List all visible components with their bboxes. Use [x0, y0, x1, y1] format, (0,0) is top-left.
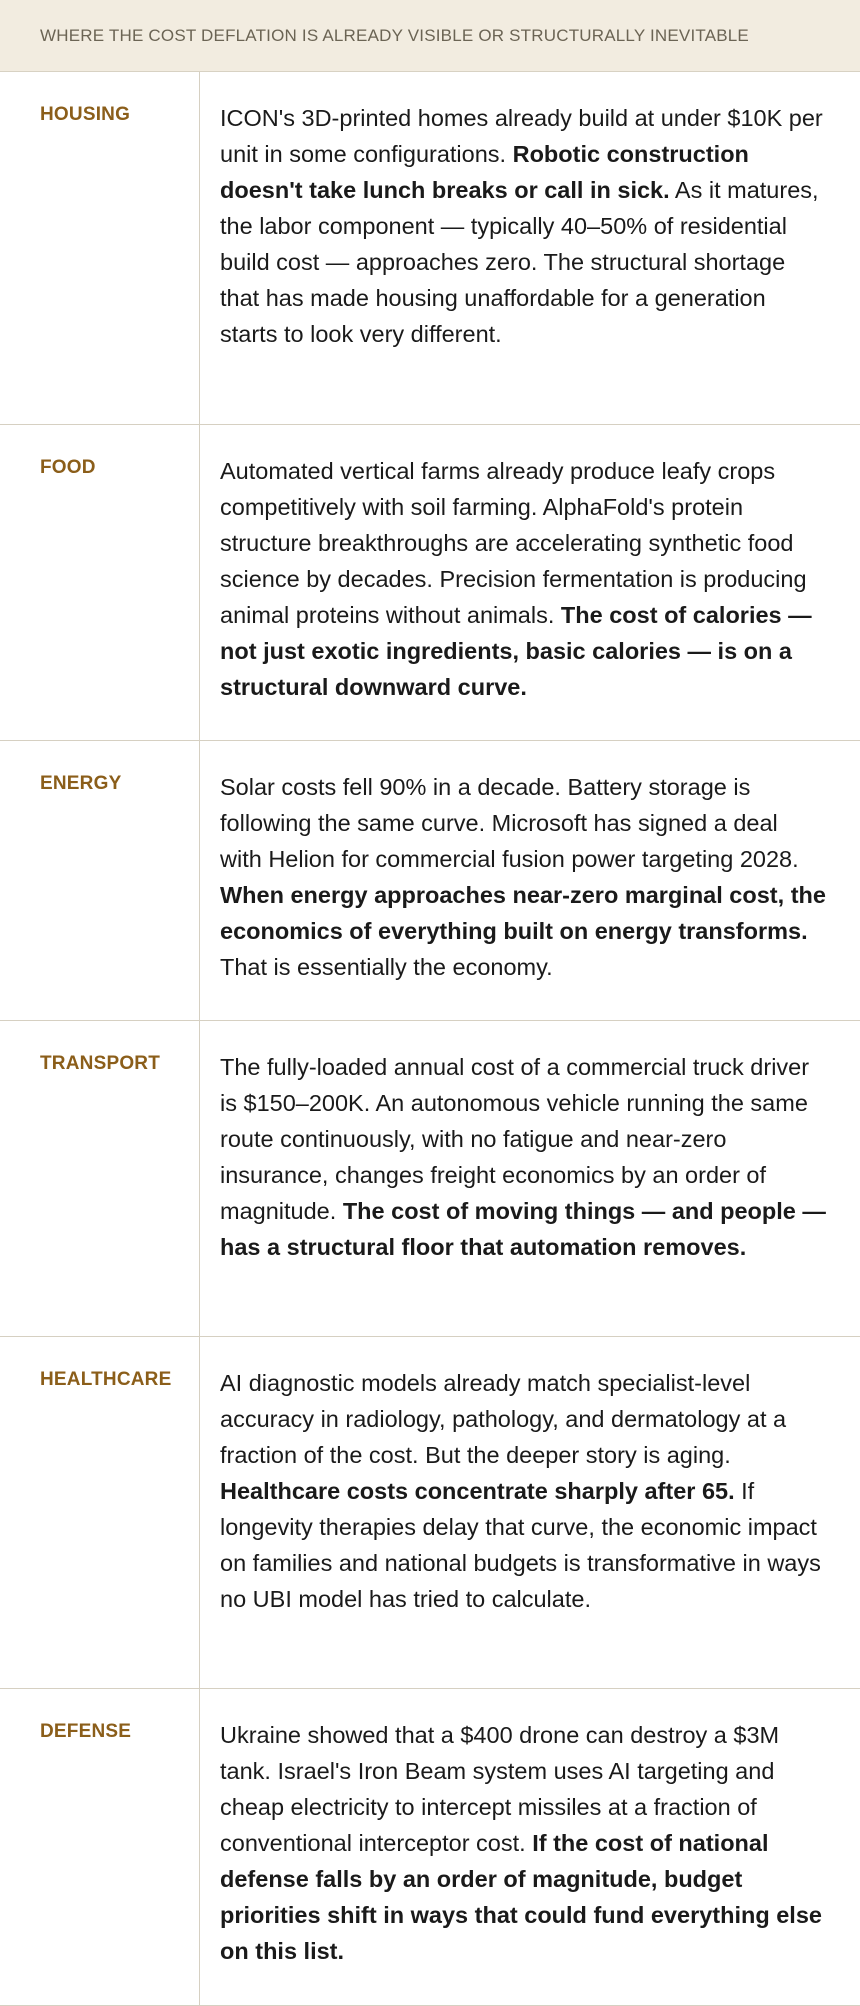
bold-segment: If the cost of national defense falls by an order of magnitude, budget priorities shift in ways that could fund everything else on this list.	[220, 1830, 822, 1964]
table-header	[0, 0, 860, 72]
text-segment: As it matures, the labor component — typically 40–50% of residential build cost — approaches zero. The structural shortage that has made housing unaffordable for a generation starts to look very different.	[220, 177, 819, 347]
label-cell	[0, 1337, 200, 1688]
table-row-food	[0, 425, 860, 741]
text-segment: If longevity therapies delay that curve, the economic impact on families and national budgets is transformative in ways no UBI model has tried to calculate.	[220, 1478, 821, 1612]
bold-segment: The cost of moving things — and people — has a structural floor that automation removes.	[220, 1198, 826, 1260]
row-label-energy: ENERGY	[40, 773, 122, 794]
text-segment: Automated vertical farms already produce leafy crops competitively with soil farming. AlphaFold's protein structure breakthroughs are accelerating synthetic food science by decades. Precision fermentation is producing animal proteins without animals.	[220, 458, 807, 628]
text-cell	[200, 741, 860, 1020]
text-cell	[200, 1337, 860, 1688]
row-description-transport	[220, 1049, 826, 1265]
row-description-food	[220, 453, 826, 705]
text-cell	[200, 1689, 860, 2005]
bold-segment: Healthcare costs concentrate sharply after 65.	[220, 1478, 735, 1504]
table-row-transport	[0, 1021, 860, 1337]
row-label-transport: TRANSPORT	[40, 1053, 161, 1074]
row-description-housing	[220, 100, 826, 352]
table-header-title: WHERE THE COST DEFLATION IS ALREADY VISIBLE OR STRUCTURALLY INEVITABLE	[40, 25, 749, 45]
bold-segment: The cost of calories — not just exotic ingredients, basic calories — is on a structural downward curve.	[220, 602, 812, 700]
row-description-energy	[220, 769, 826, 985]
label-cell	[0, 425, 200, 740]
table-row-defense	[0, 1689, 860, 2006]
label-cell	[0, 1021, 200, 1336]
bold-segment: When energy approaches near-zero marginal cost, the economics of everything built on energy transforms.	[220, 882, 826, 944]
text-segment: That is essentially the economy.	[220, 954, 553, 980]
text-segment: ICON's 3D-printed homes already build at under $10K per unit in some configurations.	[220, 105, 823, 167]
row-description-healthcare	[220, 1365, 826, 1617]
table-row-healthcare	[0, 1337, 860, 1689]
text-segment: Solar costs fell 90% in a decade. Battery storage is following the same curve. Microsoft has signed a deal with Helion for commercial fusion power targeting 2028.	[220, 774, 799, 872]
text-segment: The fully-loaded annual cost of a commercial truck driver is $150–200K. An autonomous vehicle running the same route continuously, with no fatigue and near-zero insurance, changes freight economics by an order of magnitude.	[220, 1054, 810, 1224]
text-segment: AI diagnostic models already match specialist-level accuracy in radiology, pathology, and dermatology at a fraction of the cost. But the deeper story is aging.	[220, 1370, 787, 1468]
bold-segment: Robotic construction doesn't take lunch breaks or call in sick.	[220, 141, 749, 203]
text-cell	[200, 425, 860, 740]
row-label-housing: HOUSING	[40, 104, 131, 125]
label-cell	[0, 72, 200, 424]
label-cell	[0, 741, 200, 1020]
text-cell	[200, 1021, 860, 1336]
table-row-housing	[0, 72, 860, 425]
row-label-defense: DEFENSE	[40, 1721, 132, 1742]
row-label-food: FOOD	[40, 457, 96, 478]
text-cell	[200, 72, 860, 424]
text-segment: Ukraine showed that a $400 drone can destroy a $3M tank. Israel's Iron Beam system uses AI targeting and cheap electricity to intercept missiles at a fraction of conventional interceptor cost.	[220, 1722, 780, 1856]
row-label-healthcare: HEALTHCARE	[40, 1369, 172, 1390]
table-row-energy	[0, 741, 860, 1021]
label-cell	[0, 1689, 200, 2005]
row-description-defense	[220, 1717, 826, 1969]
